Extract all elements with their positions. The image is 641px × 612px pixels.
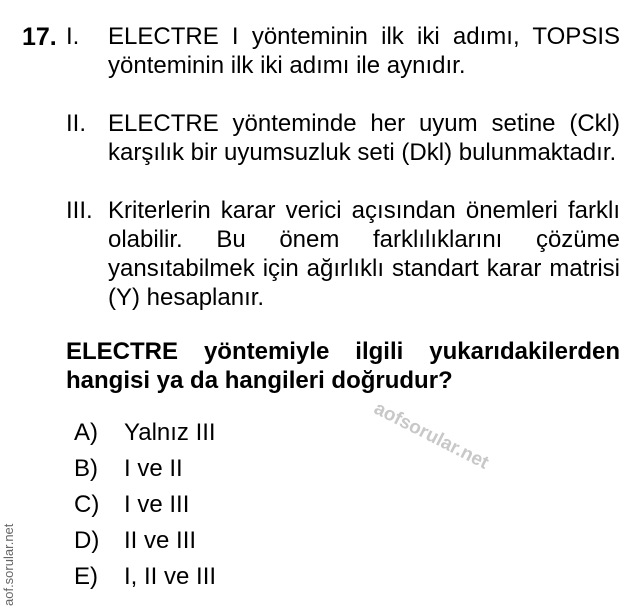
option-c[interactable]	[74, 490, 189, 520]
option-b[interactable]	[74, 454, 183, 484]
statement-2	[66, 109, 620, 167]
option-b-text: I ve II	[124, 455, 183, 482]
option-d-text: II ve III	[124, 527, 197, 554]
option-d-letter: D)	[74, 527, 100, 554]
watermark: aofsorular.net	[370, 398, 492, 474]
statement-1	[66, 22, 620, 80]
statement-1-text: ELECTRE I yönteminin ilk iki adımı, TOPSIS yönteminin ilk iki adımı ile aynıdır.	[108, 23, 620, 79]
statement-3	[66, 196, 620, 312]
statement-2-numeral: II.	[66, 110, 87, 137]
option-e-letter: E)	[74, 563, 98, 590]
statement-1-numeral: I.	[66, 23, 80, 50]
option-d[interactable]	[74, 526, 196, 556]
option-a[interactable]	[74, 418, 216, 448]
option-e-text: I, II ve III	[124, 563, 217, 590]
side-watermark: aof.sorular.net	[1, 523, 16, 606]
option-c-text: I ve III	[124, 491, 190, 518]
statement-3-text: Kriterlerin karar verici açısından önemleri farklı olabilir. Bu önem farklılıklarını çözüme yansıtabilmek için ağırlıklı standart karar matrisi (Y) hesaplanır.	[108, 197, 620, 311]
option-c-letter: C)	[74, 491, 100, 518]
option-a-letter: A)	[74, 419, 98, 446]
statement-2-text: ELECTRE yönteminde her uyum setine (Ckl) karşılık bir uyumsuzluk seti (Dkl) bulunmaktadır.	[108, 110, 620, 166]
option-a-text: Yalnız III	[124, 419, 216, 446]
question-stem: ELECTRE yöntemiyle ilgili yukarıdakilerden hangisi ya da hangileri doğrudur?	[66, 338, 620, 394]
option-b-letter: B)	[74, 455, 98, 482]
question-number: 17.	[22, 23, 57, 51]
statement-3-numeral: III.	[66, 197, 93, 224]
option-e[interactable]	[74, 562, 216, 592]
